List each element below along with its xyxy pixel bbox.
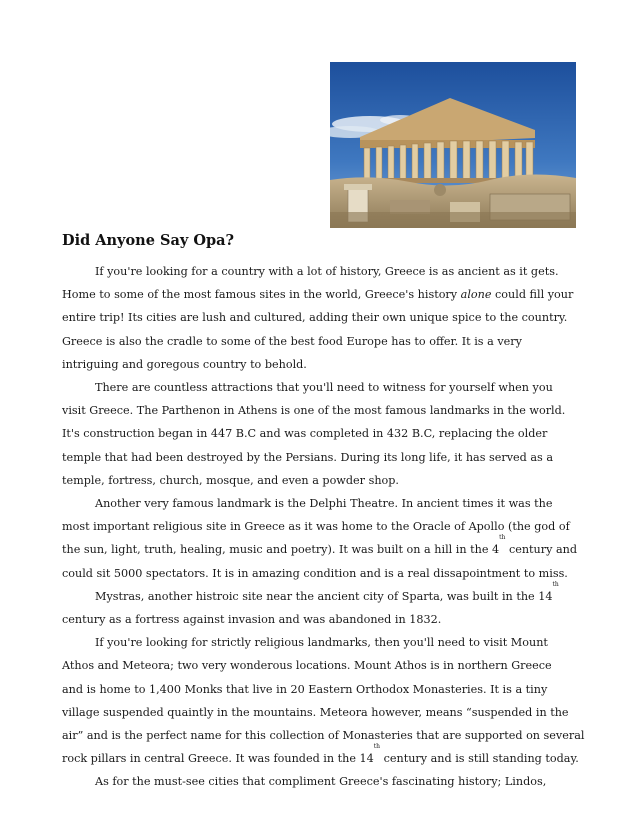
text-line: If you're looking for a country with a lot of history, Greece is as ancient as it gets. <box>95 265 559 278</box>
text-line: intriguing and goregous country to behold. <box>62 357 307 371</box>
paragraph <box>62 260 582 376</box>
text-line: could sit 5000 spectators. It is in amazing condition and is a real dissapointment to miss. <box>62 566 568 580</box>
article-title: Did Anyone Say Opa? <box>62 232 234 249</box>
text-line: It's construction began in 447 B.C and was completed in 432 B.C, replacing the older <box>62 427 548 441</box>
text-line: Athos and Meteora; two very wonderous locations. Mount Athos is in northern Greece <box>62 659 552 673</box>
text-line: There are countless attractions that you'll need to witness for yourself when you <box>95 381 553 395</box>
text-line: visit Greece. The Parthenon in Athens is one of the most famous landmarks in the world. <box>62 404 566 418</box>
text-line: entire trip! Its cities are lush and cultured, adding their own unique spice to the country. <box>62 311 568 325</box>
text-line: If you're looking for strictly religious landmarks, then you'll need to visit Mount <box>95 636 548 650</box>
text-line: Greece is also the cradle to some of the best food Europe has to offer. It is a very <box>62 334 522 348</box>
article-body <box>62 260 585 794</box>
text-line: rock pillars in central Greece. It was founded in the 14th century and is still standing today. <box>62 743 579 766</box>
parthenon-photo <box>330 62 576 228</box>
paragraph <box>62 376 582 492</box>
text-line: Home to some of the most famous sites in the world, Greece's history alone could fill your <box>62 288 574 302</box>
text-line: temple, fortress, church, mosque, and even a powder shop. <box>62 473 399 487</box>
paragraph <box>62 580 582 631</box>
text-line: temple that had been destroyed by the Persians. During its long life, it has served as a <box>62 450 554 464</box>
text-line: Another very famous landmark is the Delphi Theatre. In ancient times it was the <box>95 497 553 511</box>
text-line: most important religious site in Greece as it was home to the Oracle of Apollo (the god of <box>62 520 570 534</box>
paragraph <box>62 492 582 585</box>
text-line: Mystras, another histroic site near the ancient city of Sparta, was built in the 14th <box>95 580 559 603</box>
text-line: century as a fortress against invasion and was abandoned in 1832. <box>62 613 442 627</box>
parthenon-illustration <box>330 62 576 228</box>
paragraph <box>62 631 585 770</box>
text-line: As for the must-see cities that compliment Greece's fascinating history; Lindos, <box>95 775 547 789</box>
text-line: and is home to 1,400 Monks that live in 20 Eastern Orthodox Monasteries. It is a tiny <box>62 682 548 696</box>
text-line: village suspended quaintly in the mountains. Meteora however, means “suspended in the <box>62 705 569 719</box>
text-line: air” and is the perfect name for this collection of Monasteries that are supported on several <box>62 729 585 743</box>
superscript: th <box>552 580 559 588</box>
text-line: the sun, light, truth, healing, music and poetry). It was built on a hill in the 4th century and <box>62 534 578 557</box>
superscript: th <box>373 743 381 751</box>
superscript: th <box>499 534 506 542</box>
emphasis: alone <box>460 288 492 302</box>
paragraph <box>62 770 582 793</box>
